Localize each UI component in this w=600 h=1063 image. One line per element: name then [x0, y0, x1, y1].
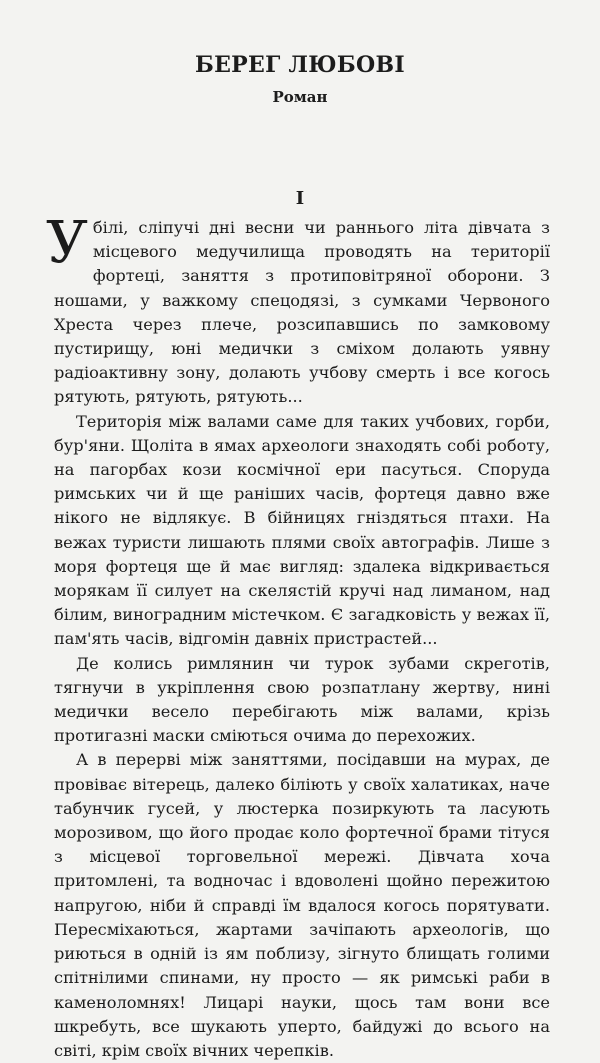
novel-title: БЕРЕГ ЛЮБОВІ: [195, 52, 405, 78]
paragraph-1: [46, 208, 550, 410]
chapter-number: I: [295, 188, 305, 209]
genre-subtitle: Роман: [272, 88, 328, 106]
paragraph-3: Де колись римлянин чи турок зубами скреготів, тягнучи в укріплення свою розпатлану жертву, нині медички весело перебігають між валами, крізь протигазні маски сміються очима до перехожих.: [54, 653, 550, 746]
paragraph-4: А в перерві між заняттями, посідавши на мурах, де провіває вітерець, далеко біліють у своїх халатиках, наче табунчик гусей, у люстерка позиркують та ласують морозивом, що його продає коло фортечної брами тітуся з місцевої торговельної мережі. Дівчата хоча притомлені, та водночас і вдоволені щойно пережитою напругою, ніби й справді їм вдалося когось порятувати. Пересміхаються, жартами зачіпають археологів, що риються в одній із ям поблизу, зігнуто блищать голими спітнілими спинами, ну просто — як римські раби в каменоломнях! Лицарі науки, щось там вони все шкребуть, все шукають уперто, байдужі до всього на світі, крім своїх вічних черепків.: [54, 750, 550, 1060]
paragraph-2: Територія між валами саме для таких учбових, горби, бур'яни. Щоліта в ямах археологи знаходять собі роботу, на пагорбах кози космічної ери пасуться. Споруда римських чи й ще раніших часів, фортеця давно вже нікого не відлякує. В бійницях гніздяться птахи. На вежах туристи лишають плями своїх автографів. Лише з моря фортеця ще й має вигляд: здалека відкривається морякам її силует на скелястій кручі над лиманом, над білим, виноградним містечком. Є загадковість у вежах її, пам'ять часів, відгомін давніх пристрастей...: [54, 411, 550, 649]
drop-cap: У: [46, 208, 88, 276]
paragraph-1-text: білі, сліпучі дні весни чи раннього літа дівчата з місцевого медучилища проводять на території фортеці, заняття з протиповітряної оборони. З ношами, у важкому спецодязі, з сумками Червоного Хреста через плече, розсипавшись по замковому пустирищу, юні медички з сміхом долають уявну радіоактивну зону, долають учбову смерть і все когось рятують, рятують, рятують...: [54, 218, 550, 407]
body-text: [46, 208, 550, 1063]
